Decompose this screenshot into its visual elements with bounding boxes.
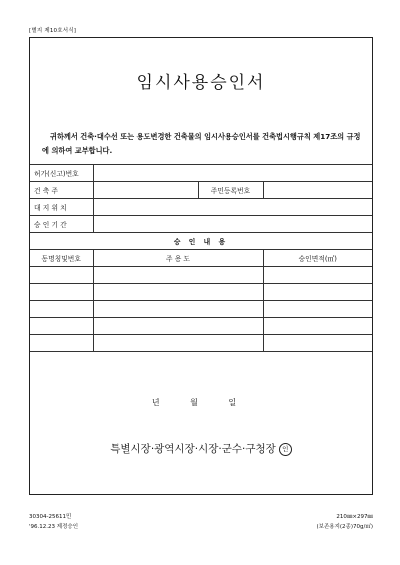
- main-use-cell[interactable]: [93, 267, 263, 284]
- intro-text: 귀하께서 건축·대수선 또는 용도변경한 건축물의 임시사용승인서를 건축법시행규칙 제17조의 규정에 의하여 교부합니다.: [42, 132, 361, 155]
- footer-paper-size: 210㎜×297㎜: [336, 514, 373, 520]
- footer-paper-type: (보존용지(2종)70g/㎡): [316, 524, 373, 530]
- building-name-cell[interactable]: [30, 284, 93, 301]
- main-use-cell[interactable]: [93, 301, 263, 318]
- building-name-cell[interactable]: [30, 318, 93, 335]
- resident-number-field[interactable]: [263, 182, 372, 199]
- main-use-cell[interactable]: [93, 318, 263, 335]
- building-name-cell[interactable]: [30, 335, 93, 352]
- form-title: 임시사용승인서: [136, 73, 266, 93]
- resident-number-label: 주민등록번호: [198, 182, 263, 199]
- location-field[interactable]: [93, 199, 372, 216]
- footer-approval-date: '96.12.23 제정승인: [29, 524, 79, 530]
- table-row: [30, 301, 372, 318]
- permit-number-field[interactable]: [93, 165, 372, 182]
- approval-section-heading: 승 인 내 용: [30, 233, 372, 250]
- permit-number-row: [30, 165, 372, 182]
- issuer-line: [30, 441, 372, 456]
- approved-area-cell[interactable]: [263, 335, 372, 352]
- column-main-use: 주 용 도: [93, 250, 263, 267]
- location-label: 대 지 위 치: [30, 199, 93, 216]
- permit-number-label: 허가(신고)번호: [30, 165, 93, 182]
- approval-columns-row: [30, 250, 372, 267]
- seal-mark: 인: [279, 443, 292, 456]
- building-name-cell[interactable]: [30, 301, 93, 318]
- footer-form-code: 30304-25611민: [29, 514, 72, 520]
- owner-field[interactable]: [93, 182, 198, 199]
- approval-section-heading-row: [30, 233, 372, 250]
- building-name-cell[interactable]: [30, 267, 93, 284]
- table-row: [30, 318, 372, 335]
- owner-label: 건 축 주: [30, 182, 93, 199]
- form-number-label: [별지 제10호서식]: [29, 28, 77, 34]
- column-approved-area: 승인면적(㎡): [263, 250, 372, 267]
- location-row: [30, 199, 372, 216]
- approved-area-cell[interactable]: [263, 284, 372, 301]
- approval-period-row: [30, 216, 372, 233]
- owner-row: [30, 182, 372, 199]
- table-row: [30, 335, 372, 352]
- date-line: 년 월 일: [151, 398, 251, 407]
- main-use-cell[interactable]: [93, 335, 263, 352]
- approved-area-cell[interactable]: [263, 318, 372, 335]
- approval-period-field[interactable]: [93, 216, 372, 233]
- table-row: [30, 267, 372, 284]
- form-frame: [29, 37, 373, 495]
- approval-form-table: [30, 164, 372, 352]
- approved-area-cell[interactable]: [263, 301, 372, 318]
- approval-period-label: 승 인 기 간: [30, 216, 93, 233]
- main-use-cell[interactable]: [93, 284, 263, 301]
- approved-area-cell[interactable]: [263, 267, 372, 284]
- table-row: [30, 284, 372, 301]
- column-building-name: 동명칭및번호: [30, 250, 93, 267]
- issuer-title: 특별시장·광역시장·시장·군수·구청장: [110, 443, 276, 455]
